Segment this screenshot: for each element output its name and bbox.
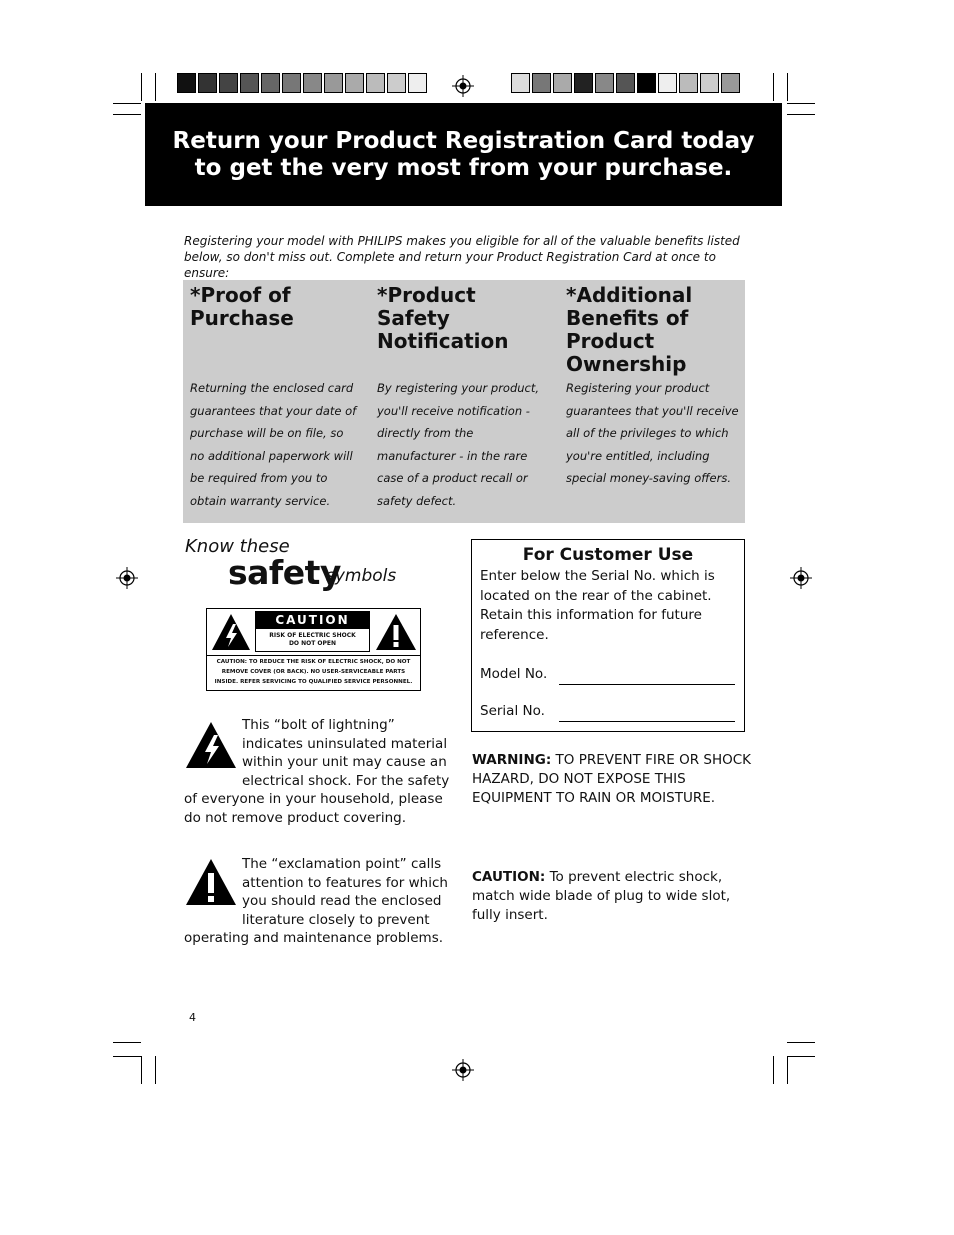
color-swatch: [553, 73, 572, 93]
color-swatch: [658, 73, 677, 93]
crop-mark: [113, 103, 141, 104]
benefit-body: By registering your product, you'll receive notification - directly from the manufacturer - in the rare case of a product recall or safety defect.: [377, 381, 540, 508]
benefit-additional: [566, 280, 742, 490]
registration-mark-icon: [790, 567, 812, 589]
color-swatch: [240, 73, 259, 93]
color-swatch: [616, 73, 635, 93]
crop-mark: [155, 1056, 156, 1084]
crop-mark: [141, 1056, 142, 1084]
color-swatch: [324, 73, 343, 93]
color-swatch: [574, 73, 593, 93]
intro-paragraph: Registering your model with PHILIPS makes you eligible for all of the valuable benefits listed below, so don't miss out. Complete and return your Product Registration Card at once to ensure:: [184, 234, 740, 280]
lightning-triangle-icon: [184, 716, 239, 772]
crop-mark: [787, 1056, 788, 1084]
lightning-explanation: [184, 716, 459, 827]
color-swatch: [679, 73, 698, 93]
benefit-title: *Proof of Purchase: [190, 283, 294, 330]
color-bar-left: [177, 73, 429, 93]
safety-heading-know: Know these: [185, 536, 290, 557]
color-swatch: [282, 73, 301, 93]
lightning-text: This “bolt of lightning” indicates uninsulated material within your unit may cause an electrical shock. For the safety of everyone in your household, please do not remove product covering.: [184, 717, 450, 826]
color-swatch: [595, 73, 614, 93]
warning-text: TO PREVENT FIRE OR SHOCK HAZARD, DO NOT EXPOSE THIS EQUIPMENT TO RAIN OR MOISTURE.: [472, 752, 752, 806]
color-swatch: [387, 73, 406, 93]
color-swatch: [700, 73, 719, 93]
exclamation-triangle-icon: [184, 855, 239, 911]
warning-notice: [472, 751, 752, 808]
safety-heading-symbols: symbols: [326, 566, 397, 586]
crop-mark: [787, 114, 815, 115]
crop-mark: [787, 1042, 815, 1043]
exclamation-text: The “exclamation point” calls attention to features for which you should read the enclosed literature closely to prevent operating and maintenance problems.: [184, 856, 448, 946]
crop-mark: [155, 73, 156, 101]
benefit-proof-of-purchase: [190, 280, 360, 512]
crop-mark: [113, 1042, 141, 1043]
benefit-title: *Product Safety Notification: [377, 283, 509, 353]
model-number-label: Model No.: [480, 666, 548, 682]
banner-title-line-1: Return your Product Registration Card today: [172, 127, 755, 154]
crop-mark: [787, 1056, 815, 1057]
caution-label: [206, 608, 421, 691]
customer-use-box: [471, 539, 745, 732]
color-swatch: [721, 73, 740, 93]
color-swatch: [366, 73, 385, 93]
exclamation-triangle-icon: [374, 612, 418, 652]
benefit-body: Returning the enclosed card guarantees that your date of purchase will be on file, so no additional paperwork will be required from you to obtain warranty service.: [190, 381, 357, 508]
registration-mark-icon: [452, 75, 474, 97]
color-swatch: [198, 73, 217, 93]
color-swatch: [219, 73, 238, 93]
crop-mark: [113, 114, 141, 115]
caution-label-header: [207, 609, 420, 656]
color-swatch: [303, 73, 322, 93]
caution-label-center: [255, 611, 370, 652]
customer-use-title: For Customer Use: [522, 545, 694, 565]
page-number: 4: [189, 1011, 196, 1024]
caution-label-text: CAUTION: TO REDUCE THE RISK OF ELECTRIC SHOCK, DO NOT REMOVE COVER (OR BACK). NO USER-SERVICEABLE PARTS INSIDE. REFER SERVICING TO QUALIFIED SERVICE PERSONNEL.: [214, 659, 413, 685]
color-swatch: [261, 73, 280, 93]
warning-label: WARNING:: [472, 752, 552, 768]
crop-mark: [773, 73, 774, 101]
caution-risk-line-2: DO NOT OPEN: [288, 640, 337, 647]
color-swatch: [637, 73, 656, 93]
banner-title-line-2: to get the very most from your purchase.: [194, 154, 733, 181]
caution-notice-label: CAUTION:: [472, 869, 546, 885]
registration-mark-icon: [116, 567, 138, 589]
caution-label-risk: [256, 632, 369, 648]
color-swatch: [511, 73, 530, 93]
crop-mark: [787, 103, 815, 104]
exclamation-explanation: [184, 855, 459, 948]
benefit-title: *Additional Benefits of Product Ownership: [566, 283, 693, 376]
crop-mark: [787, 73, 788, 101]
caution-risk-line-1: RISK OF ELECTRIC SHOCK: [269, 632, 356, 639]
benefit-body: Registering your product guarantees that you'll receive all of the privileges to which you're entitled, including special money-saving offers.: [566, 381, 739, 485]
color-swatch: [532, 73, 551, 93]
registration-mark-icon: [452, 1059, 474, 1081]
serial-number-label: Serial No.: [480, 703, 545, 719]
crop-mark: [113, 1056, 141, 1057]
benefit-product-safety: [377, 280, 555, 512]
color-swatch: [345, 73, 364, 93]
model-number-field[interactable]: [559, 684, 735, 685]
registration-banner: [145, 103, 782, 206]
caution-notice: [472, 868, 752, 925]
banner-title: [153, 128, 775, 182]
color-swatch: [177, 73, 196, 93]
caution-notice-text: To prevent electric shock, match wide blade of plug to wide slot, fully insert.: [472, 869, 731, 923]
customer-use-instructions: Enter below the Serial No. which is located on the rear of the cabinet. Retain this information for future reference.: [480, 568, 715, 643]
color-bar-right: [511, 73, 742, 93]
caution-label-word: CAUTION: [256, 612, 369, 629]
benefits-panel: [183, 280, 745, 523]
crop-mark: [141, 73, 142, 101]
crop-mark: [773, 1056, 774, 1084]
safety-heading-safety: safety: [228, 553, 341, 592]
lightning-triangle-icon: [210, 612, 252, 652]
serial-number-field[interactable]: [559, 721, 735, 722]
color-swatch: [408, 73, 427, 93]
